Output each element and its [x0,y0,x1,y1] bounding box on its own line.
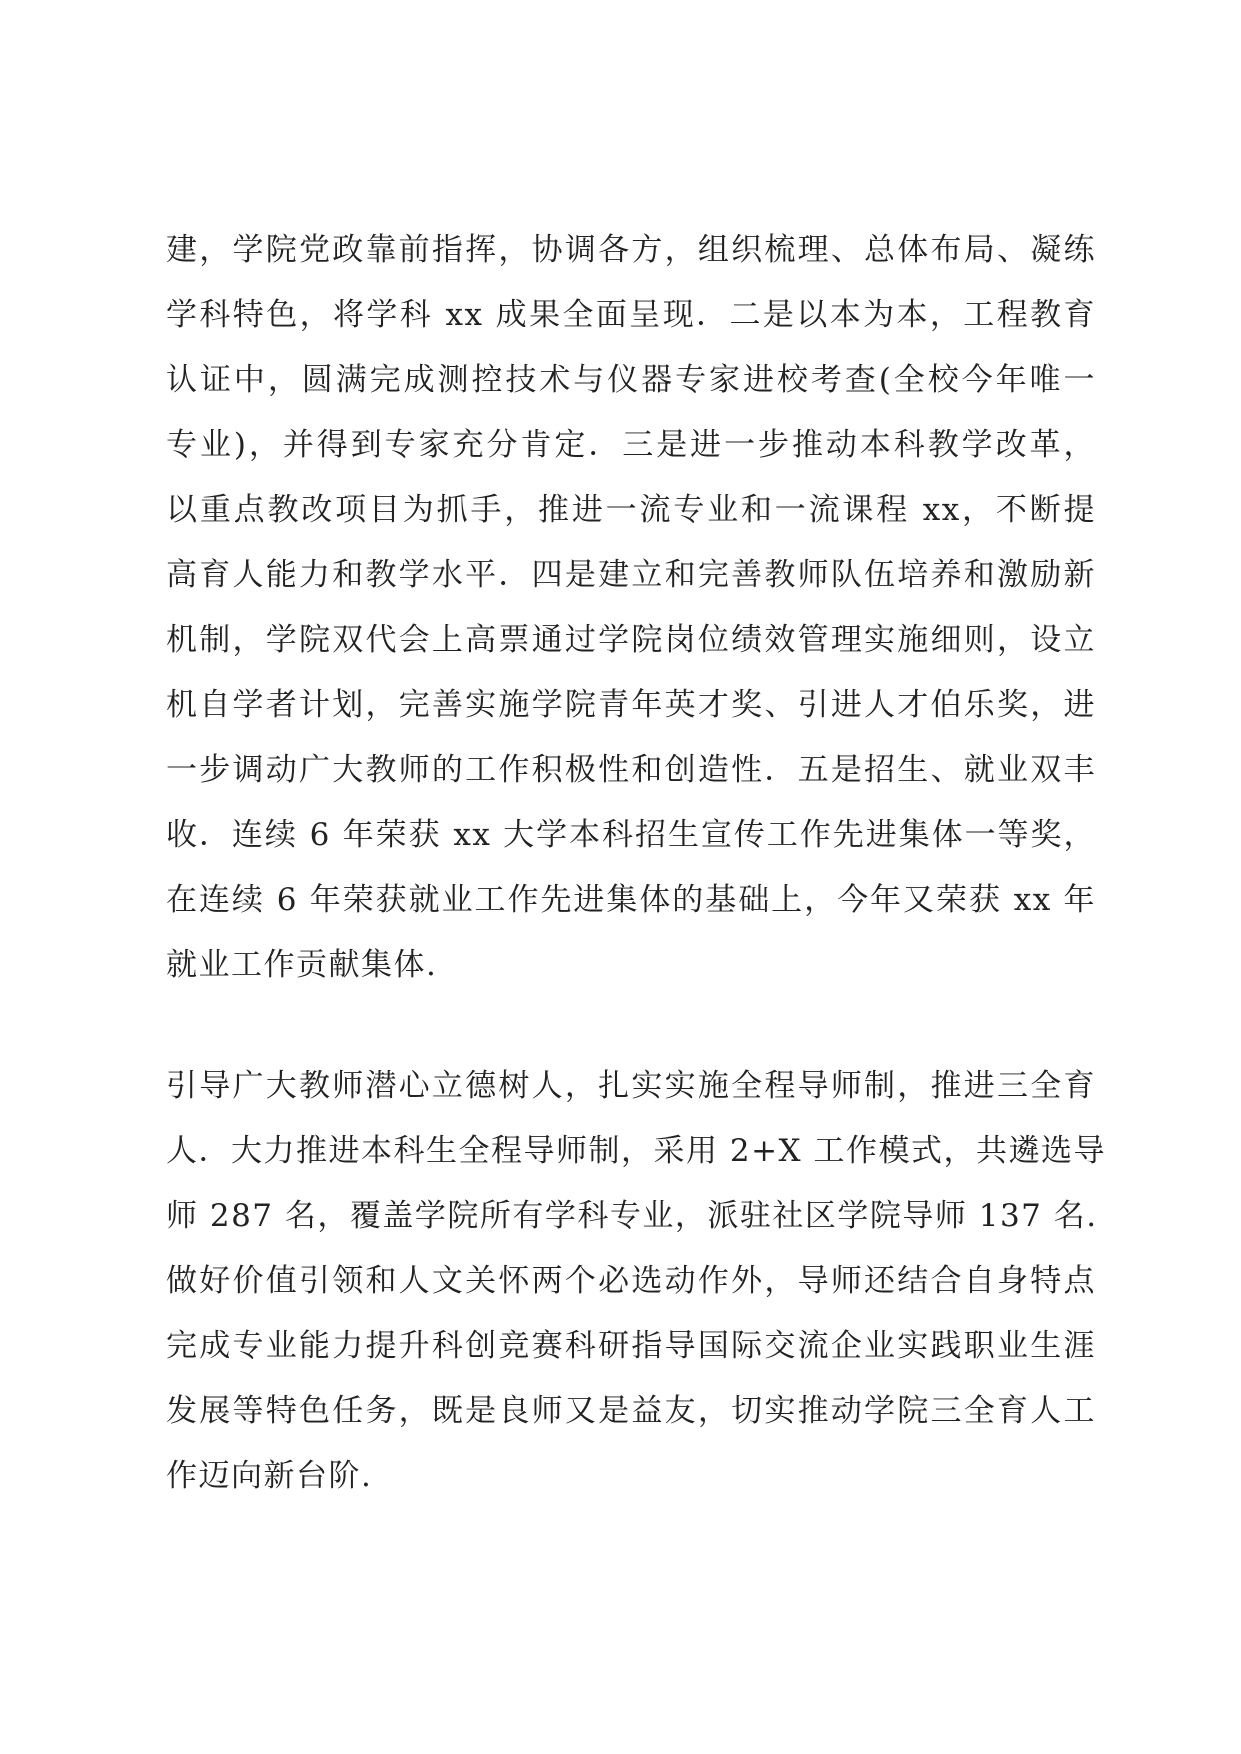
text-line: 师 287 名，覆盖学院所有学科专业，派驻社区学院导师 137 名. [166,1198,1098,1234]
text-line: 做好价值引领和人文关怀两个必选动作外，导师还结合自身特点 [166,1263,1096,1299]
text-line: 完成专业能力提升科创竞赛科研指导国际交流企业实践职业生涯 [166,1328,1096,1364]
text-line: 发展等特色任务，既是良师又是益友，切实推动学院三全育人工 [166,1393,1096,1429]
text-line: 作迈向新台阶. [166,1458,373,1494]
text-line: 收．连续 6 年荣获 xx 大学本科招生宣传工作先进集体一等奖， [166,817,1096,853]
text-line: 在连续 6 年荣获就业工作先进集体的基础上，今年又荣获 xx 年 [166,882,1096,918]
body-paragraph-1 [166,218,1096,998]
text-line: 就业工作贡献集体. [166,947,438,983]
text-line: 专业)，并得到专家充分肯定．三是进一步推动本科教学改革， [166,427,1096,463]
text-line: 一步调动广大教师的工作积极性和创造性．五是招生、就业双丰 [166,752,1096,788]
text-line: 以重点教改项目为抓手，推进一流专业和一流课程 xx，不断提 [166,492,1096,528]
text-line: 建，学院党政靠前指挥，协调各方，组织梳理、总体布局、凝练 [166,232,1096,268]
text-line: 认证中，圆满完成测控技术与仪器专家进校考查(全校今年唯一 [166,362,1096,398]
text-line: 高育人能力和教学水平．四是建立和完善教师队伍培养和激励新 [166,557,1096,593]
text-line: 引导广大教师潜心立德树人，扎实实施全程导师制，推进三全育 [166,1068,1096,1104]
text-line: 机制，学院双代会上高票通过学院岗位绩效管理实施细则，设立 [166,622,1096,658]
text-line: 学科特色，将学科 xx 成果全面呈现．二是以本为本，工程教育 [166,297,1096,333]
text-line: 人．大力推进本科生全程导师制，采用 2+X 工作模式，共遴选导 [166,1133,1106,1169]
body-paragraph-2 [166,1054,1106,1509]
text-line: 机自学者计划，完善实施学院青年英才奖、引进人才伯乐奖，进 [166,687,1096,723]
